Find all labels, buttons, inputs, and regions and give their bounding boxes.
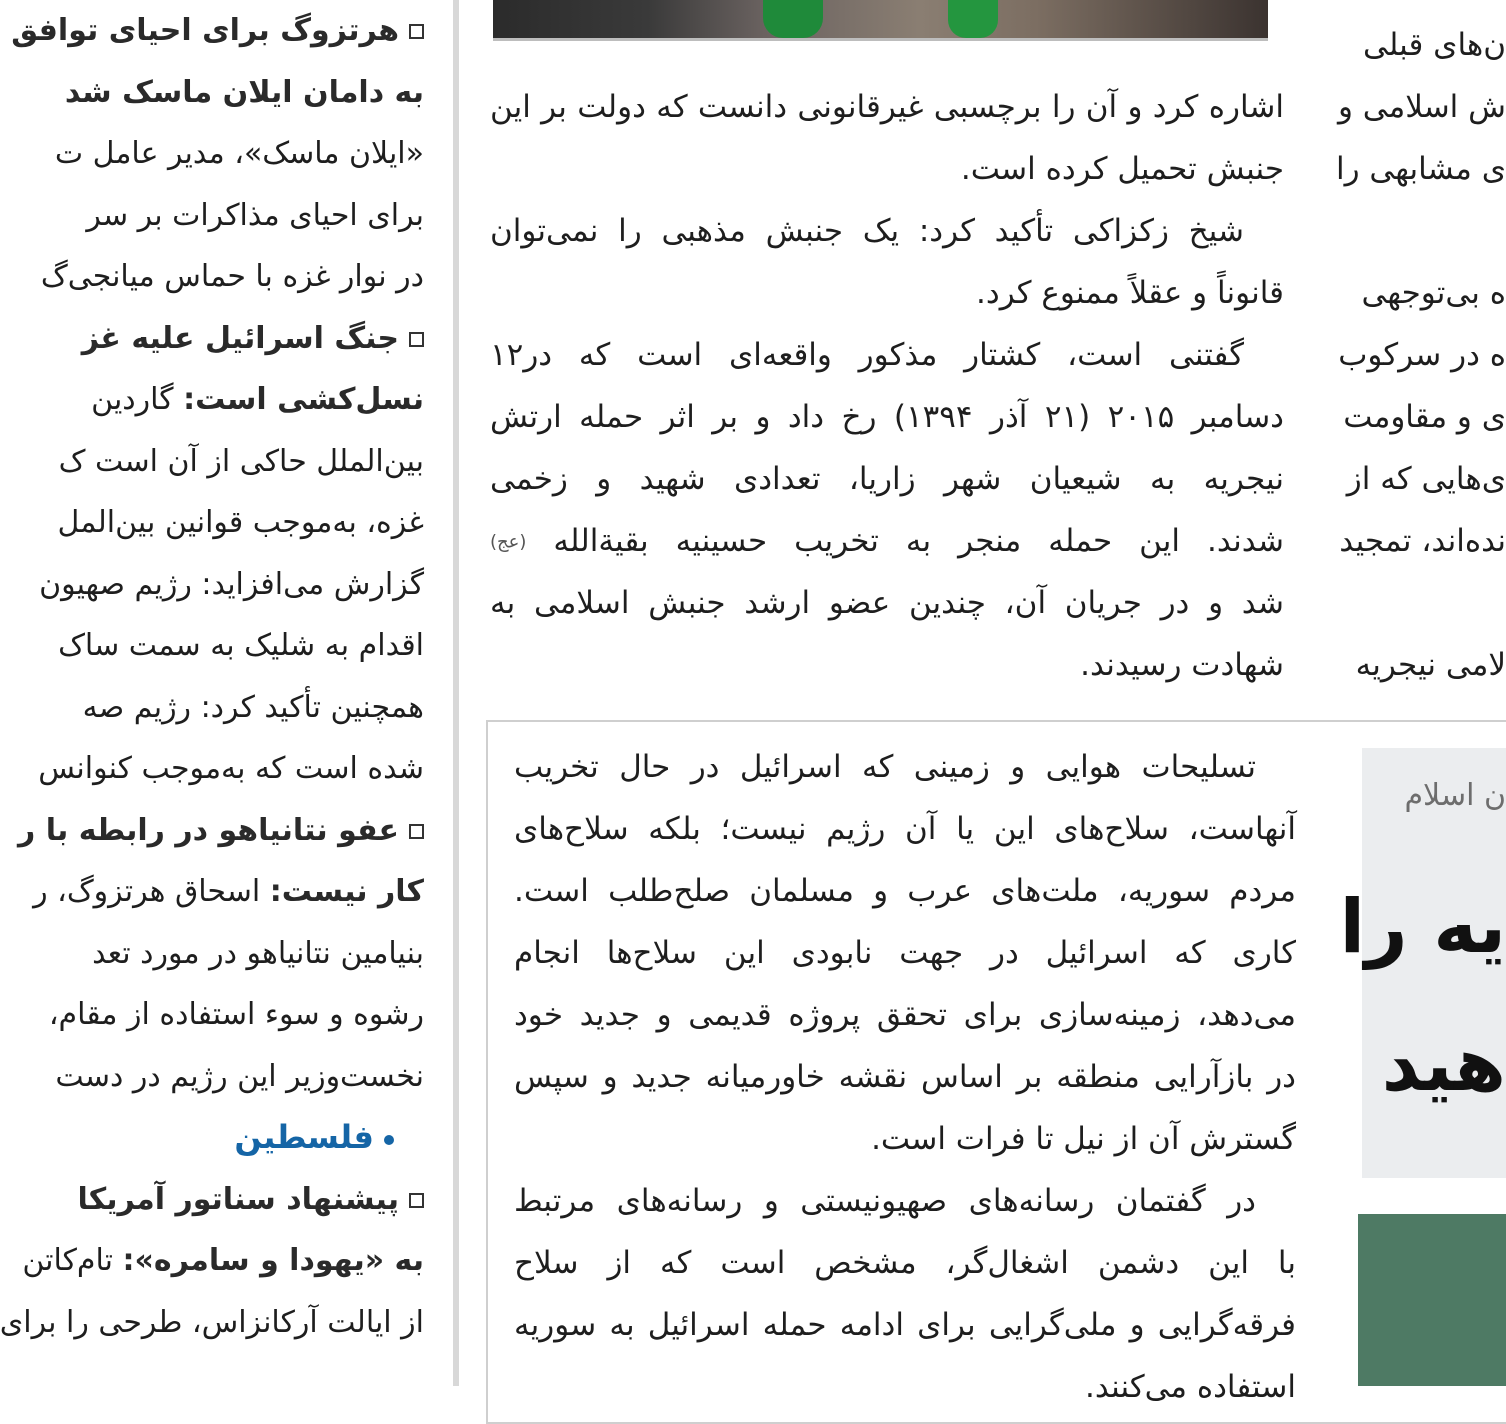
green-image-block — [1358, 1214, 1506, 1386]
article-line: قانوناً و عقلاً ممنوع کرد. — [976, 275, 1284, 311]
article-photo — [493, 0, 1268, 41]
panel-kicker: ن اسلام — [1404, 778, 1506, 813]
news-body-line: بین‌الملل حاکی از آن است ک — [58, 443, 424, 479]
dot-bullet-icon — [384, 1135, 394, 1145]
article-line: ی‌هایی که از — [1346, 461, 1506, 497]
main-article-text — [490, 76, 1284, 716]
article-line: شدند. این حمله منجر به تخریب حسینیه بقیة‌الله (عج) — [490, 523, 1284, 559]
news-body-line: نخست‌وزیر این رژیم در دست — [55, 1058, 424, 1094]
news-headline: هرتزوگ برای احیای توافق — [6, 0, 424, 62]
article-line: گفتنی است، کشتار مذکور واقعه‌ای است که در۱۲ — [490, 337, 1244, 373]
article-line: کاری که اسرائیل در جهت نابودی این سلاح‌ها انجام — [514, 935, 1296, 971]
article-line: شیخ زکزاکی تأکید کرد: یک جنبش مذهبی را نمی‌توان — [490, 213, 1244, 249]
news-headline: عفو نتانیاهو در رابطه با ر — [6, 800, 424, 862]
article-line: فرقه‌گرایی و ملی‌گرایی برای ادامه حمله اسرائیل به سوریه — [514, 1307, 1296, 1343]
article-line: می‌دهد، زمینه‌سازی برای تحقق پروژه قدیمی و جدید خود — [514, 997, 1296, 1033]
news-brief-column — [0, 0, 424, 1386]
article-line: جنبش تحمیل کرده است. — [960, 151, 1284, 187]
photo-detail — [948, 0, 998, 38]
square-bullet-icon — [409, 824, 424, 839]
news-body-line: از ایالت آرکانزاس، طرحی را برای — [0, 1304, 424, 1340]
photo-detail — [763, 0, 823, 38]
article-line: ن‌های قبلی — [1363, 27, 1506, 63]
article-line: ش اسلامی و — [1337, 89, 1506, 125]
news-headline: به دامان ایلان ماسک شد — [64, 74, 424, 110]
news-body-line: اقدام به شلیک به سمت ساک — [58, 628, 424, 663]
article-line: شهادت رسیدند. — [1080, 647, 1284, 683]
article-line: ه در سرکوب — [1338, 337, 1506, 373]
article-line: ی و مقاومت — [1343, 399, 1506, 435]
news-body-line: شده است که به‌موجب کنوانس — [38, 751, 424, 786]
article-line: ه بی‌توجهی — [1361, 275, 1506, 311]
boxed-article-text — [514, 736, 1296, 1405]
news-body-line: غزه، به‌موجب قوانین بین‌المل — [57, 505, 424, 540]
sidebar-feature-panel[interactable] — [1339, 748, 1506, 1178]
article-line: ی مشابهی را — [1335, 151, 1506, 187]
article-line: با این دشمن اشغال‌گر، مشخص است که از سلاح — [514, 1245, 1296, 1281]
article-line: لامی نیجریه — [1355, 647, 1506, 683]
adjacent-article-column — [1335, 14, 1506, 704]
news-headline: پیشنهاد سناتور آمریکا — [6, 1169, 424, 1231]
article-line: شد و در جریان آن، چندین عضو ارشد جنبش اسلامی به — [490, 585, 1284, 621]
news-body-line: همچنین تأکید کرد: رژیم صه — [82, 689, 424, 725]
section-heading-palestine[interactable]: فلسطین — [6, 1107, 424, 1169]
article-line: در بازآرایی منطقه بر اساس نقشه خاورمیانه جدید و سپس — [514, 1059, 1296, 1095]
article-line: نده‌اند، تمجید — [1339, 523, 1506, 559]
news-headline-mixed: نسل‌کشی است: گاردین — [91, 382, 424, 417]
news-headline-mixed: کار نیست: اسحاق هرتزوگ، ر — [33, 874, 424, 909]
article-line: دسامبر ۲۰۱۵ (۲۱ آذر ۱۳۹۴) رخ داد و بر اثر حمله ارتش — [490, 399, 1284, 435]
news-body-line: رشوه و سوء استفاده از مقام، — [48, 997, 424, 1032]
article-line: استفاده می‌کنند. — [1084, 1369, 1296, 1405]
article-line: نیجریه به شیعیان شهر زاریا، تعدادی شهید و زخمی — [490, 461, 1284, 497]
square-bullet-icon — [409, 332, 424, 347]
square-bullet-icon — [409, 1193, 424, 1208]
news-body-line: «ایلان ماسک»، مدیر عامل ت — [54, 136, 424, 171]
article-line: در گفتمان رسانه‌های صهیونیستی و رسانه‌های مرتبط — [514, 1183, 1256, 1219]
article-line: آنهاست، سلاح‌های این یا آن رژیم نیست؛ بلکه سلاح‌های — [514, 811, 1296, 847]
news-body-line: در نوار غزه با حماس میانجی‌گ — [40, 259, 424, 294]
column-divider — [453, 0, 459, 1386]
square-bullet-icon — [409, 24, 424, 39]
news-body-line: برای احیای مذاکرات بر سر — [86, 197, 424, 233]
article-line: مردم سوریه، ملت‌های عرب و مسلمان صلح‌طلب است. — [514, 873, 1296, 909]
article-line: تسلیحات هوایی و زمینی که اسرائیل در حال تخریب — [514, 749, 1256, 785]
article-line: اشاره کرد و آن را برچسبی غیرقانونی دانست که دولت بر این — [490, 89, 1284, 125]
news-headline-mixed: به «یهودا و سامره»: تام‌کاتن — [22, 1243, 424, 1278]
news-body-line: گزارش می‌افزاید: رژیم صهیون — [39, 566, 424, 602]
article-line: گسترش آن از نیل تا فرات است. — [871, 1121, 1296, 1157]
panel-headline: یه را هید — [1339, 884, 1506, 1108]
news-body-line: بنیامین نتانیاهو در مورد تعد — [92, 935, 424, 971]
news-headline: جنگ اسرائیل علیه غز — [6, 308, 424, 370]
honorific-glyph: (عج) — [490, 531, 527, 553]
